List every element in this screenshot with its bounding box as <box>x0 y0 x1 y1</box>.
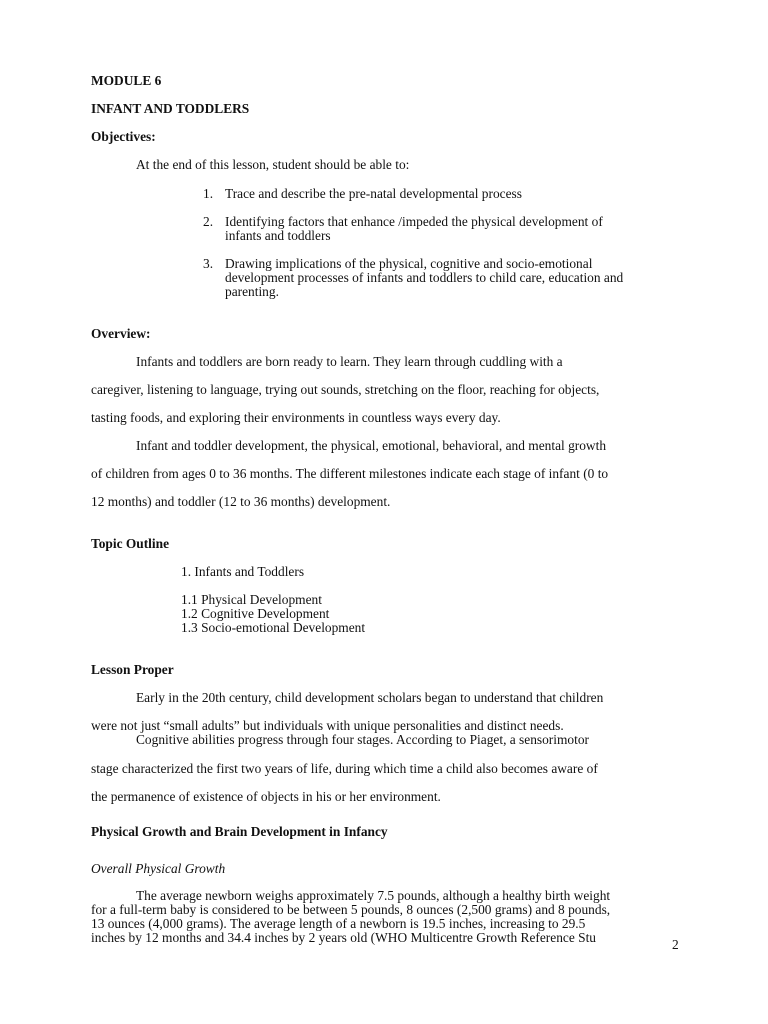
objective-item <box>203 256 592 271</box>
objective-text: Identifying factors that enhance /impeded the physical development of <box>225 214 603 229</box>
lesson-line: were not just “small adults” but individuals with unique personalities and distinct needs. <box>91 718 564 733</box>
physical-growth-heading: Physical Growth and Brain Development in Infancy <box>91 824 388 839</box>
topic-outline-main: 1. Infants and Toddlers <box>181 564 305 579</box>
overview-line: 12 months) and toddler (12 to 36 months) development. <box>91 494 391 509</box>
page-number: 2 <box>672 937 679 952</box>
objectives-intro: At the end of this lesson, student should be able to: <box>136 157 410 172</box>
lesson-line: stage characterized the first two years of life, during which time a child also becomes aware of <box>91 761 598 776</box>
topic-outline-sub: 1.1 Physical Development <box>181 592 322 607</box>
objective-text: Trace and describe the pre-natal developmental process <box>225 186 522 201</box>
objective-item <box>203 186 522 201</box>
overview-line: Infants and toddlers are born ready to learn. They learn through cuddling with a <box>136 354 563 369</box>
physical-growth-subheading: Overall Physical Growth <box>91 861 226 876</box>
growth-line: The average newborn weighs approximately 7.5 pounds, although a healthy birth weight <box>136 888 611 903</box>
growth-line: for a full-term baby is considered to be between 5 pounds, 8 ounces (2,500 grams) and 8 pounds, <box>91 902 611 917</box>
topic-outline-heading: Topic Outline <box>91 536 170 551</box>
overview-line: caregiver, listening to language, trying out sounds, stretching on the floor, reaching for objects, <box>91 382 600 397</box>
overview-line: tasting foods, and exploring their environments in countless ways every day. <box>91 410 501 425</box>
lesson-line: the permanence of existence of objects in his or her environment. <box>91 789 441 804</box>
overview-heading: Overview: <box>91 326 151 341</box>
objectives-heading: Objectives: <box>91 129 156 144</box>
objective-text-cont: parenting. <box>225 284 279 299</box>
objective-text-cont: infants and toddlers <box>225 228 331 243</box>
growth-line: inches by 12 months and 34.4 inches by 2 years old (WHO Multicentre Growth Reference Stu <box>91 930 597 945</box>
overview-line: of children from ages 0 to 36 months. The different milestones indicate each stage of infant (0 to <box>91 466 609 481</box>
objective-text: Drawing implications of the physical, cognitive and socio-emotional <box>225 256 593 271</box>
objective-text-cont: development processes of infants and toddlers to child care, education and <box>225 270 624 285</box>
objective-item <box>203 214 603 229</box>
lesson-line: Cognitive abilities progress through four stages. According to Piaget, a sensorimotor <box>136 732 589 747</box>
topic-outline-sub: 1.3 Socio-emotional Development <box>181 620 366 635</box>
module-title: INFANT AND TODDLERS <box>91 101 250 116</box>
topic-outline-sub: 1.2 Cognitive Development <box>181 606 330 621</box>
growth-line: 13 ounces (4,000 grams). The average length of a newborn is 19.5 inches, increasing to 29.5 <box>91 916 586 931</box>
lesson-proper-heading: Lesson Proper <box>91 662 174 677</box>
module-heading: MODULE 6 <box>91 73 162 88</box>
lesson-line: Early in the 20th century, child development scholars began to understand that children <box>136 690 604 705</box>
objective-number: 3. <box>203 256 214 271</box>
objective-number: 2. <box>203 214 214 229</box>
overview-line: Infant and toddler development, the physical, emotional, behavioral, and mental growth <box>136 438 607 453</box>
objective-number: 1. <box>203 186 214 201</box>
